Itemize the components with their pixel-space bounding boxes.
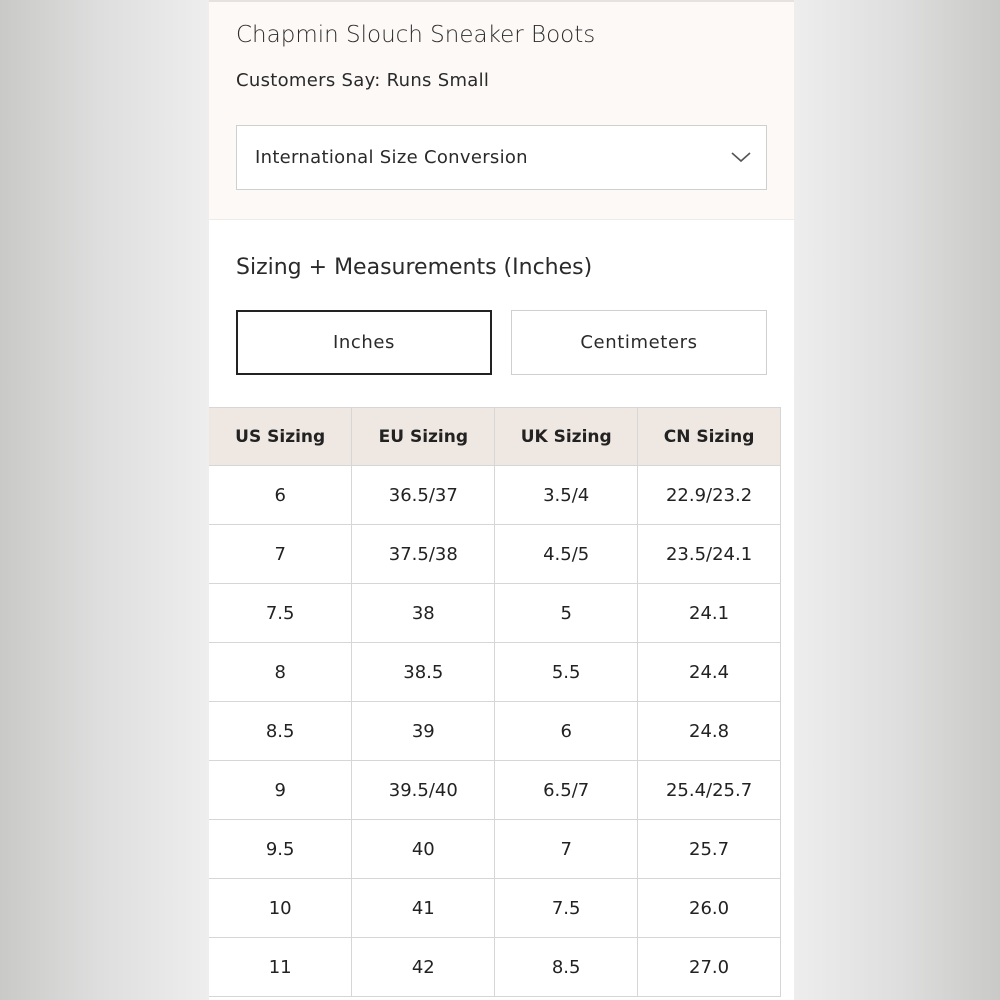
table-cell: 39 xyxy=(352,702,495,761)
table-cell: 8.5 xyxy=(209,702,352,761)
table-cell: 23.5/24.1 xyxy=(638,525,781,584)
table-cell: 42 xyxy=(352,938,495,997)
table-cell: 10 xyxy=(209,879,352,938)
table-cell: 7.5 xyxy=(209,584,352,643)
centimeters-button[interactable]: Centimeters xyxy=(511,310,767,375)
size-conversion-dropdown[interactable] xyxy=(236,125,767,190)
table-body xyxy=(209,466,781,997)
product-info-panel xyxy=(209,0,794,220)
table-cell: 7.5 xyxy=(495,879,638,938)
table-row xyxy=(209,466,781,525)
column-header: CN Sizing xyxy=(638,408,781,466)
table-cell: 7 xyxy=(495,820,638,879)
table-row xyxy=(209,525,781,584)
table-row xyxy=(209,761,781,820)
table-cell: 27.0 xyxy=(638,938,781,997)
column-header: EU Sizing xyxy=(352,408,495,466)
table-cell: 36.5/37 xyxy=(352,466,495,525)
table-cell: 26.0 xyxy=(638,879,781,938)
column-header: US Sizing xyxy=(209,408,352,466)
chevron-down-icon xyxy=(730,150,752,164)
table-cell: 38 xyxy=(352,584,495,643)
table-cell: 24.1 xyxy=(638,584,781,643)
product-title: Chapmin Slouch Sneaker Boots xyxy=(236,22,596,48)
table-cell: 38.5 xyxy=(352,643,495,702)
table-cell: 6 xyxy=(209,466,352,525)
table-cell: 22.9/23.2 xyxy=(638,466,781,525)
size-guide-screen xyxy=(209,0,794,1000)
table-cell: 6 xyxy=(495,702,638,761)
inches-button[interactable]: Inches xyxy=(236,310,492,375)
table-cell: 6.5/7 xyxy=(495,761,638,820)
table-cell: 9.5 xyxy=(209,820,352,879)
table-cell: 8 xyxy=(209,643,352,702)
table-cell: 7 xyxy=(209,525,352,584)
table-cell: 4.5/5 xyxy=(495,525,638,584)
table-row xyxy=(209,879,781,938)
table-cell: 11 xyxy=(209,938,352,997)
table-row xyxy=(209,643,781,702)
table-row xyxy=(209,702,781,761)
table-row xyxy=(209,820,781,879)
size-conversion-label: International Size Conversion xyxy=(255,147,528,168)
table-cell: 24.4 xyxy=(638,643,781,702)
table-cell: 3.5/4 xyxy=(495,466,638,525)
table-cell: 25.4/25.7 xyxy=(638,761,781,820)
table-row xyxy=(209,584,781,643)
table-cell: 39.5/40 xyxy=(352,761,495,820)
table-cell: 5 xyxy=(495,584,638,643)
table-cell: 24.8 xyxy=(638,702,781,761)
column-header: UK Sizing xyxy=(495,408,638,466)
table-cell: 37.5/38 xyxy=(352,525,495,584)
table-cell: 9 xyxy=(209,761,352,820)
table-header-row xyxy=(209,408,781,466)
sizing-section-title: Sizing + Measurements (Inches) xyxy=(236,255,593,280)
table-cell: 8.5 xyxy=(495,938,638,997)
table-row xyxy=(209,938,781,997)
table-cell: 41 xyxy=(352,879,495,938)
table-cell: 25.7 xyxy=(638,820,781,879)
fit-feedback: Customers Say: Runs Small xyxy=(236,70,490,91)
table-cell: 5.5 xyxy=(495,643,638,702)
size-conversion-table xyxy=(209,407,781,997)
table-cell: 40 xyxy=(352,820,495,879)
